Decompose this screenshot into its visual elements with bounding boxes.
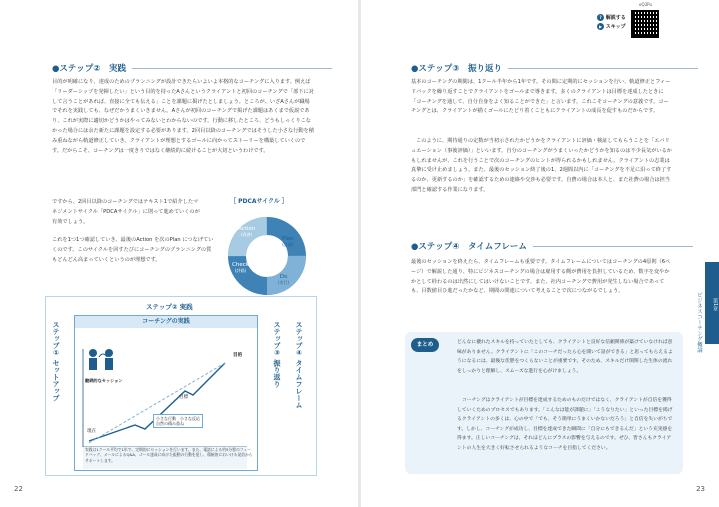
session-label: 継続的なセッション xyxy=(85,378,123,383)
chapter-tab[interactable]: 第1章 xyxy=(705,262,719,344)
goal-label: 目標 xyxy=(179,395,189,400)
step3-label: ステップ③ 振り返り xyxy=(273,321,281,388)
summary-box xyxy=(405,332,683,474)
qr-caption: eQ3Pu xyxy=(639,2,653,7)
video-skip-link[interactable]: ▶ スキップ xyxy=(598,24,626,30)
summary-paragraph1: どんなに優れたスキルを持っていたとしても、クライアントと良好な信頼関係が築けていなければ意味がありません。クライアントに「このコーチだったら心を開いて話ができる」と思ってもらえるようになるには、最後な伏態をつくらないことが重要です。そのため、スキルだけ開関した生体の流れをしっかりと理解し、スムーズな進行を心がけましょう。 xyxy=(457,340,673,374)
page-number-left: 22 xyxy=(14,485,23,493)
step4-heading: ●ステップ④ タイムフレーム xyxy=(411,240,693,252)
right-page xyxy=(361,0,719,507)
diagram-note: 実践は1クール平均で1年で、定期的にセッションを行います。また、電話による約5分程のフィードバック、メールによるQ&A、ゴール達成に向けた振動の行動を促し、積極的においける発信からサポートします。 xyxy=(85,447,253,463)
pdca-check: Check (評価) xyxy=(232,262,249,273)
target-label: 目的 xyxy=(233,353,243,358)
step-diagram xyxy=(45,296,317,476)
step2-paragraph3: これを1つ1つ確認していき、最後のAction を次のPlan につなげていくのです。このサイクルを回すたびにコーチングのプランニングの質もどんどん高まっていくというのが理想です。 xyxy=(52,237,214,263)
page-number-right: 23 xyxy=(696,485,705,493)
qr-buttons[interactable] xyxy=(597,14,626,32)
summary-paragraph2: コーチングはクライアントが目標を達成するためのものだけではなく、クライアントが自信を獲得していくためのプロセスでもあります。「こんなは能が課題に」「こうなりたい」といった目標を掲げるクライアントの多くは、心の中で「でも、そう簡単にうまくいかないだろう」と自信を失いがちです。しかし、コーチングが成功し、目標を達成できた瞬間に「自分にもできるんだ」という充実感を得ます。正しいコーチングは、それほどんにプラスの影響を与えるのです。ぜひ、皆さんもクライアントの人生を大きく好転させられるようなコーチを目指してください。 xyxy=(457,398,673,451)
step4-label: ステップ④ タイムフレーム xyxy=(295,321,303,409)
video-explain-link[interactable]: ? 解説する xyxy=(597,14,626,23)
step2-paragraph2: ですから、2回目以降のコーチングではテキスト1で紹介したマネジメントサイクル「PDCAサイクル」に則って進めていくのが有効でしょう。 xyxy=(52,199,200,225)
qr-code-icon[interactable] xyxy=(631,10,659,38)
pdca-title: ［ PDCAサイクル ］ xyxy=(230,198,288,205)
step2-paragraph1: 目的が明確になり、達成のためのプランニングが設計できたらいよいよ本格的なコーチングに入ります。例えば「リーダーシップを発揮したい」という目的を持ったAさんというクライアントと初回のコーチングで「部下に対して言うことがあれば、直接に全ても伝える」ことを課題に掲げたとしましょう。ところが、いざAさんが職場でそれを実践しても、なぜだかうまくいきません。Aさんが初回のコーチングで掲げた課題はあくまで仮説であり、これが実際に適切かどうかはやってみないとわからないのです。行動に移したところ、どうもしっくりこなかった場合には余た新たに課題を設定する必要があります。2回目以降のコーチングではそうした小さな行動を積み重ねながら軌道修正していき、クライアントが理想とするゴールに向かってストーリーを構築していくのです。だからこそ、コーチングは一度きりではなく継続的に続けることが大切というわけです。 xyxy=(52,79,314,154)
step3-heading: ●ステップ③ 振り返り xyxy=(411,62,698,74)
step4-paragraph: 最後のセッションを終えたら、タイムフレームも重要です。タイムフレームについてはコーチングの4原則（6ページ）で解説した通り、特にビジネスコーチングの場合は雇用する側が費用を負担しているため、数字を変やかかとして経わるのは出然にしてはいけないことです。また、社内コーチングで費用が発生しない場合であっても、目数値目ひ進だったかなど、期間の問連について考えることで次につながるでしょう。 xyxy=(411,259,671,295)
left-page xyxy=(0,0,358,507)
small-action-label: 小さな行動 小さな反応 自然の積み重ね xyxy=(153,414,203,428)
pdca-plan: Plan (計画) xyxy=(282,236,294,247)
pdca-do: Do (実行) xyxy=(278,274,290,285)
step2-label: ステップ② 実践 xyxy=(146,303,193,311)
now-label: 現在 xyxy=(87,429,97,434)
pdca-ring xyxy=(222,210,312,310)
summary-tag: まとめ xyxy=(411,338,439,352)
chapter-title: ビジネスコーチング概論 xyxy=(696,292,702,353)
pdca-action: Action (改善) xyxy=(238,226,256,237)
step3-paragraph2: このように、期待通りの定数が当初示されたかどうかをクライアントに評価・検証してもらうことを「エバリュエーション（事後評価）」といいます。自分のコーチングがうまくいったかどうかを知るのは不少長気がいるかもしれませんが、これを行うことで次のコーチングのヒントが得られるかもしれません。クライアントの志業は真摯に受け止めましょう。また、最後のセッション終了後の1、2週間以内に「コーチングを不足に沿って終了するのか、更新するのか」を確認するための連絡や交渉も必要です。自費の場合は本人と、また社費の場合は担当部門と確認する作業になります。 xyxy=(411,138,672,193)
step3-paragraph1: 基本のコーチングの期間は、1クール半年から1年です。その間に定期的にセッションを行い、軌道修正とフィードバックを繰り返すことでクライアントをゴールまで導きます。多くのクライアントは目標を達成したときに「コーチングを通して、自分自身をよく知ることができた」と言います。これこそコーチングの意義です。コーチングとは、クライアントが描くゴールにたどり着くこともにクライアントの成長を促すものだからです。 xyxy=(411,79,671,115)
step1-label: ステップ① セットアップ xyxy=(52,321,60,402)
practice-label: コーチングの実践 xyxy=(75,316,257,328)
practice-box xyxy=(74,315,258,471)
step2-heading: ●ステップ② 実践 xyxy=(52,62,332,74)
